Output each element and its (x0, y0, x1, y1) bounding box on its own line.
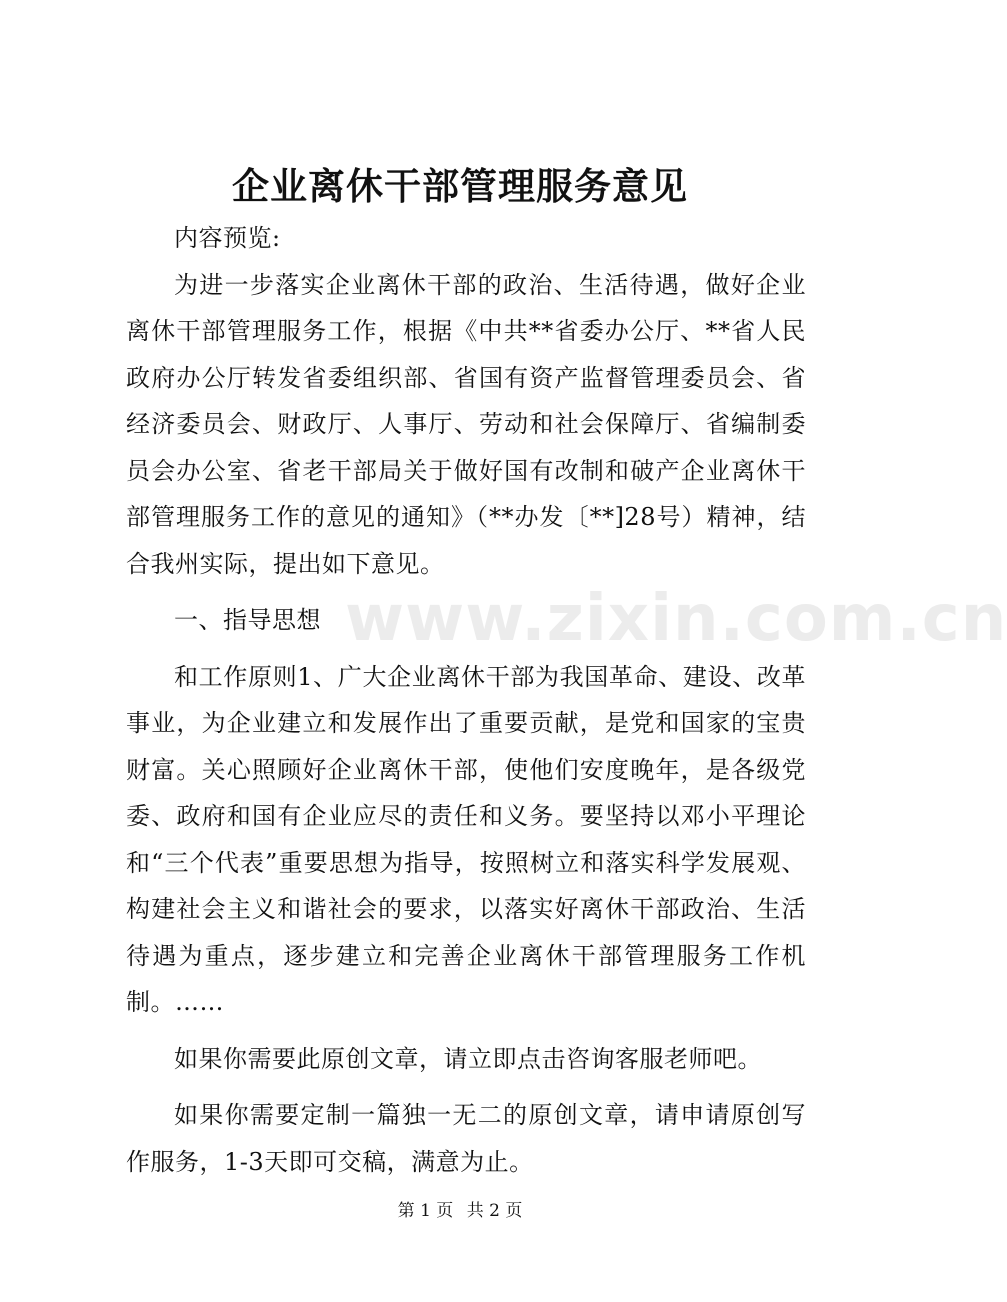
page-total: 共 2 页 (466, 1201, 523, 1221)
document-title: 企业离休干部管理服务意见 (232, 164, 688, 208)
principle-paragraph: 和工作原则1、广大企业离休干部为我国革命、建设、改革事业，为企业建立和发展作出了重要贡献，是党和国家的宝贵财富。关心照顾好企业离休干部，使他们安度晚年，是各级党委、政府和国有企业应尽的责任和义务。要坚持以邓小平理论和“三个代表”重要思想为指导，按照树立和落实科学发展观、构建社会主义和谐社会的要求，以落实好离休干部政治、生活待遇为重点，逐步建立和完善企业离休干部管理服务工作机制。…… (126, 662, 806, 1016)
intro-paragraph: 为进一步落实企业离休干部的政治、生活待遇，做好企业离休干部管理服务工作，根据《中共**省委办公厅、**省人民政府办公厅转发省委组织部、省国有资产监督管理委员会、省经济委员会、财政厅、人事厅、劳动和社会保障厅、省编制委员会办公室、省老干部局关于做好国有改制和破产企业离休干部管理服务工作的意见的通知》（**办发〔**]28号）精神，结合我州实际，提出如下意见。 (126, 270, 806, 578)
promo-paragraph-1: 如果你需要此原创文章，请立即点击咨询客服老师吧。 (174, 1044, 762, 1073)
document-body (126, 215, 806, 1185)
promo-paragraph-2: 如果你需要定制一篇独一无二的原创文章，请申请原创写作服务，1-3天即可交稿，满意为止。 (126, 1101, 806, 1176)
preview-label: 内容预览: (174, 224, 281, 252)
page-footer (0, 1199, 920, 1223)
section-heading: 一、指导思想 (174, 606, 321, 634)
page-number: 第 1 页 (397, 1201, 454, 1221)
site-watermark: www.zixin.com.cn (345, 582, 1007, 656)
